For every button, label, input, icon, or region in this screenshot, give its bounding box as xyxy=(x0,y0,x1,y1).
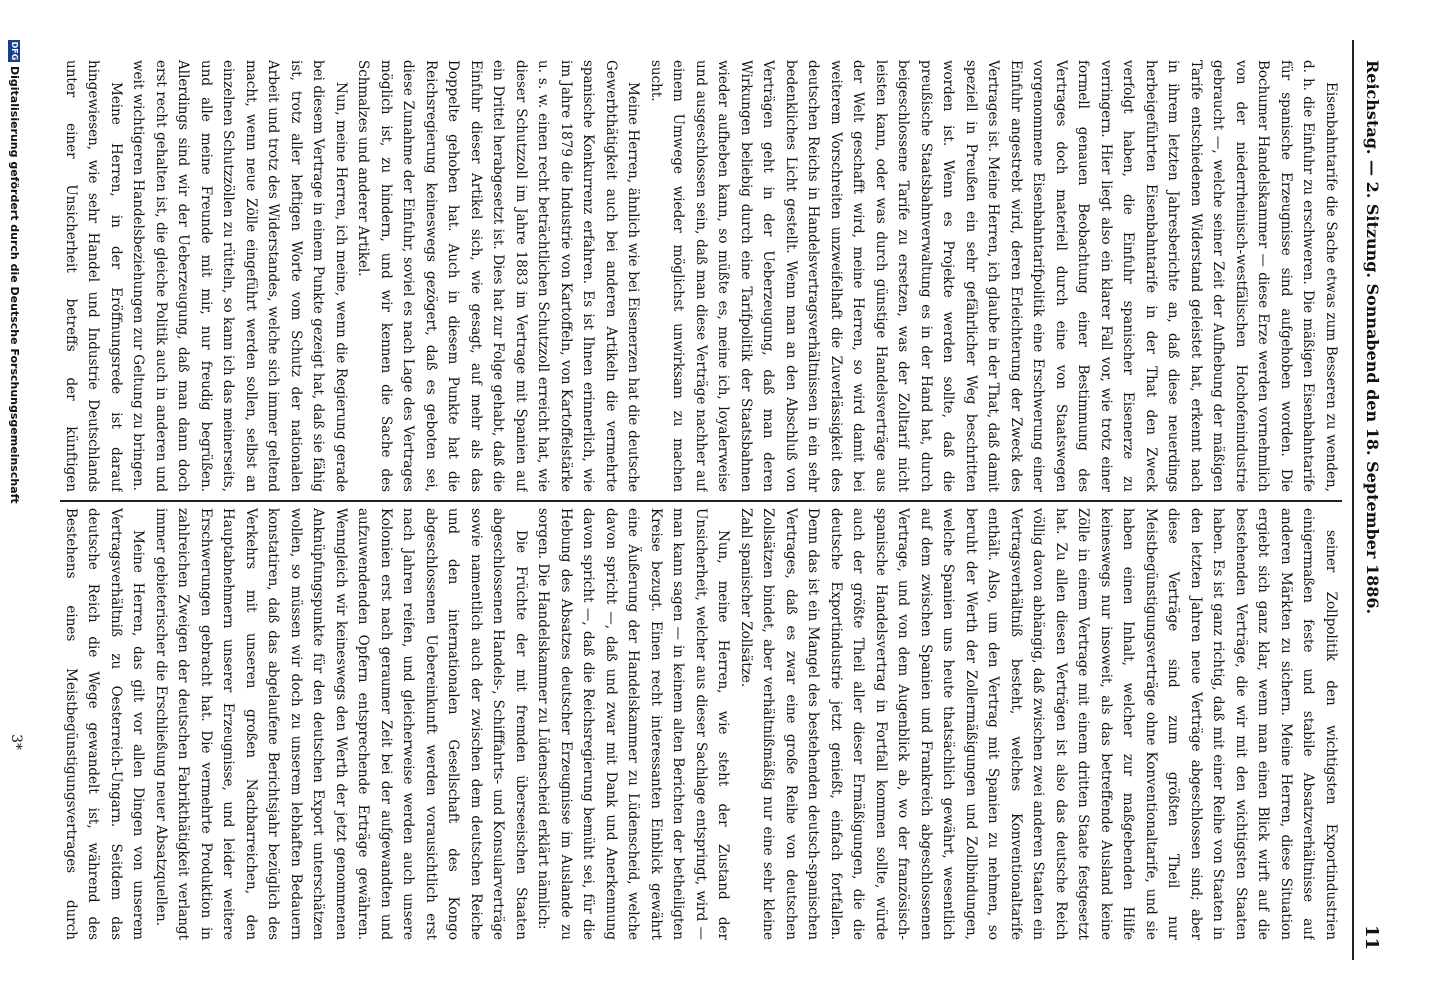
right-column xyxy=(60,508,1342,940)
page-number: 11 xyxy=(1361,924,1382,950)
funding-text: Digitalisierung gefördert durch die Deutsche Forschungsgemeinschaft xyxy=(8,66,21,504)
quotation: Die Früchte der mit fremden überseeischen Staaten abgeschlossenen Handels-, Schifffahrts- und Konsularverträge sowie namentlich auch der zwischen dem deutschen Reiche und den internationalen Gesellschaft des Kongo abgeschlossenen Uebereinkunft werden vorausichtlich erst nach Jahren reifen, und gleicherweise werden auch unsere Kolonien erst nach geraumer Zeit bei der aufgewandten und aufzuwendenden Opfern entsprechende Erträge gewähren. Wenngleich wir keineswegs den Werth der jetzt genommenen Anknüpfungspunkte für den deutschen Export unterschätzen wollen, so müssen wir doch zu unserem lebhaften Bedauern konstatiren, daß das abgelaufene Berichtsjahr bezüglich des Verkehrs mit unseren großen Nachbarreichen, den Hauptabnehmern unserer Erzeugnisse, und leider weitere Erschwerungen gebracht hat. Die vermehrte Produktion in zahlreichen Zweigen der deutschen Fabrikthätigkeit verlangt immer gebieterischer die Erschließung neuer Absatzquellen. xyxy=(153,508,529,940)
funding-notice xyxy=(8,40,21,504)
paragraph: Meine Herren, ähnlich wie bei Eisenerzen hat die deutsche Gewerbthätigkeit auch bei anderen Artikeln die vermehrte spanische Konkurrenz erfahren. Es ist Ihnen erinnerlich, wie im Jahre 1879 die Industrie von Kartoffeln, von Kartoffelstärke u. s. w. einen recht beträchtlichen Schutzzoll erreicht hat, wie dieser Schutzzoll im Jahre 1883 im Vertrage mit Spanien auf ein Drittel herabgesetzt ist. Dies hat zur Folge gehabt, daß die Einfuhr dieser Artikel sich, wie gesagt, auf mehr als das Doppelte gehoben hat. Auch in diesem Punkte hat die Reichsregierung keineswegs gezögert, daß es geboten sei, diese Zunahme der Einfuhr, soviel es nach Lage des Vertrages möglich ist, zu hindern, und wir kennen die Sache des Schmalzes und anderer Artikel. xyxy=(355,60,642,492)
dfg-logo-icon: DFG xyxy=(10,41,19,61)
text-columns xyxy=(60,60,1342,940)
signature-mark: 3* xyxy=(8,734,24,750)
column-divider xyxy=(60,500,1342,502)
paragraph: Meine Herren, in der Eröffnungsrede ist darauf hingewiesen, wie sehr Handel und Industrie Deutschlands unter einer Unsicherheit betreffs der künftigen xyxy=(63,60,124,492)
paragraph: Eisenbahntarife die Sache etwas zum Besseren zu wenden, d. h. die Einfuhr zu erschweren. Die mäßigen Eisenbahntarife für spanische Erzeugnisse sind aufgehoben worden. Die Bochumer Handelskammer — diese Erze werden vornehmlich von der niederrheinisch-westfälischen Hochofenindustrie gebraucht —, welche seiner Zeit der Aufhebung der mäßigen Tarife entschiedenen Widerstand geleistet hat, erkennt nach in ihrem letzten Jahresberichte an, daß diese neuerdings herbeigeführten Eisenbahntarife in der That den Zweck verfolgt haben, die Einfuhr spanischer Eisenerze zu verringern. Hier liegt also ein klarer Fall vor, wie trotz einer formell genauen Beobachtung einer Bestimmung des Vertrages doch materiell durch eine von Staatswegen vorgenommene Eisenbahntarifpolitik eine Erschwerung einer Einfuhr angestrebt wird, deren Erleichterung der Zweck des Vertrages ist. Meine Herren, ich glaube in der That, daß damit speziell in Preußen ein sehr gefährlicher Weg beschritten worden ist. Wenn es Projekte werden sollte, daß die preußische Staatsbahnverwaltung es in der Hand hat, durch beigeschlossene Tarife zu ersetzen, was der Zolltarif nicht leisten kann, oder was durch günstige Handelsverträge aus der Welt geschafft wird, meine Herren, so wird damit bei weiterem Vorschreiten unzweifelhaft die Zuverlässigkeit des deutschen Reichs in Handelsvertragsverhältnissen in ein sehr bedenkliches Licht gestellt. Wenn man an den Abschluß von Verträgen geht in der Ueberzeugung, daß man deren Wirkungen beliebig durch eine Tarifpolitik der Staatsbahnen wieder aufheben kann, so müßte es, meine ich, loyalerweise und ausgeschlossen sein, daß man diese Verträge nachher auf einem Umwege wieder möglichst unwirksam zu machen sucht. xyxy=(648,60,1339,492)
paragraph: seiner Zollpolitik den wichtigsten Exportindustrien einigermaßen feste und stabile Absatzverhältnisse auf anderen Märkten zu sichern. Meine Herren, diese Situation ergiebt sich ganz klar, wenn man einen Blick wirft auf die bestehenden Verträge, die wir mit den wichtigsten Staaten haben. Es ist ganz richtig, daß mit einer Reihe von Staaten in den letzten Jahren neue Verträge abgeschlossen sind; aber diese Verträge sind zum größten Theil nur Meistbegünstigungsverträge ohne Konventionaltarife, und sie haben einen Inhalt, welcher zur maßgebenden Hilfe keineswegs nur insoweit, als das betreffende Ausland keine Zölle in einem Vertrage mit einem dritten Staate festgesetzt hat. Zu allen diesen Verträgen ist also das deutsche Reich völlig davon abhängig, daß zwischen zwei anderen Staaten ein Vertragsverhältniß besteht, welches Konventionaltarife enthält. Also, um den Vertrag mit Spanien zu nehmen, so beruht der Werth der Zollermäßigungen und Zollbindungen, welche Spanien uns heute thatsächlich gewährt, wesentlich auf dem zwischen Spanien und Frankreich abgeschlossenen Vertrage, und von dem Augenblick ab, wo der französisch-spanische Handelsvertrag in Fortfall kommen sollte, würde auch der größte Theil aller dieser Ermäßigungen, die die deutsche Exportindustrie jetzt genießt, einfach fortfallen. Denn das ist ein Mangel des bestehenden deutsch-spanischen Vertrages, daß es zwar eine große Reihe von deutschen Zollsätzen bindet, aber verhältnißmäßig nur eine sehr kleine Zahl spanischer Zollsätze. xyxy=(738,508,1339,940)
running-head: Reichstag. — 2. Sitzung. Sonnabend den 18. September 1886. xyxy=(1363,60,1382,615)
paragraph: Meine Herren, das gilt vor allen Dingen von unserem Vertragsverhältniß zu Oesterreich-Ungarn. Seitdem das deutsche Reich die Wege gewandelt ist, während des Bestehens eines Meistbegünstigungsvertrages durch xyxy=(63,508,147,940)
paragraph: Nun, meine Herren, ich meine, wenn die Regierung gerade bei diesem Vertrage in einem Punkte gezeigt hat, daß sie fähig ist, trotz aller heftigen Worte vom Schutz der nationalen Arbeit und trotz des Widerstandes, welche sich immer geltend macht, wenn neue Zölle eingeführt werden sollen, selbst an einzelnen Schutzzöllen zu rütteln, so kann ich das meinerseits, und alle meine Freunde mit mir, nur freudig begrüßen. Allerdings sind wir der Ueberzeugung, daß man dann doch erst recht gehalten ist, die gleiche Politik auch in anderen und weit wichtigeren Handelsbeziehungen zur Geltung zu bringen. xyxy=(130,60,349,492)
page-header xyxy=(1352,40,1388,960)
paragraph: Nun, meine Herren, wie steht der Zustand der Unsicherheit, welcher aus dieser Sachlage entspringt, wird — man kann sagen — in keinem alten Berichten der betheiligten Kreise bezugt. Einen recht interessanten Einblick gewährt eine Äußerung der Handelskammer zu Lüdenscheid, welche davon spricht —, daß und zwar mit Dank und Anerkennung davon spricht —, daß die Reichsregierung bemüht sei, für die Hebung des Absatzes deutscher Erzeugnisse im Auslande zu sorgen. Die Handelskammer zu Lüdenscheid erklärt nämlich: xyxy=(535,508,732,940)
left-column xyxy=(60,60,1342,492)
page-footer xyxy=(8,40,32,960)
